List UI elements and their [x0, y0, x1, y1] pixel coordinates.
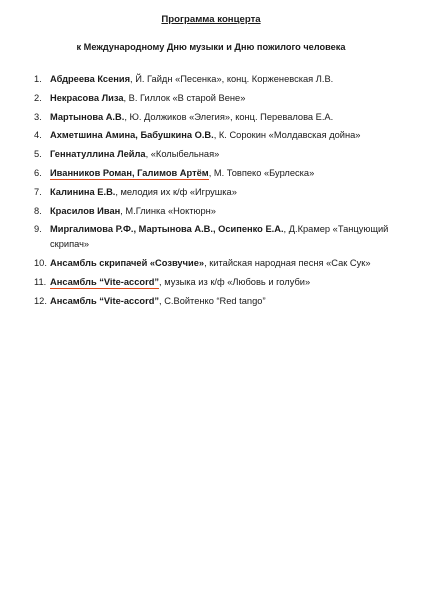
performer-name: Калинина Е.В.	[50, 186, 116, 197]
piece-info: , Ю. Должиков «Элегия», конц. Перевалова Е.А.	[124, 111, 334, 122]
performer-name: Мартынова А.В.	[50, 111, 125, 122]
piece-info: , «Колыбельная»	[145, 149, 220, 160]
piece-info: , китайская народная песня «Сак Сук»	[204, 258, 371, 269]
piece-info: , С.Войтенко “Red tango”	[159, 295, 266, 306]
list-item	[34, 72, 394, 87]
item-number: 6.	[34, 167, 42, 178]
list-item	[34, 128, 394, 143]
item-number: 11.	[34, 276, 47, 287]
list-item	[34, 275, 394, 290]
performer-name-underlined: Ансамбль “Vite-accord”	[50, 276, 160, 287]
piece-info: , М. Товпеко «Бурлеска»	[208, 167, 315, 178]
performer-name: Ансамбль “Vite-accord”	[50, 295, 160, 306]
list-item	[34, 166, 394, 181]
list-item	[34, 294, 394, 309]
piece-info: , мелодия их к/ф «Игрушка»	[115, 186, 237, 197]
list-item	[34, 222, 394, 252]
performer-name: Ахметшина Амина, Бабушкина О.В.	[50, 130, 214, 141]
list-item	[34, 147, 394, 162]
item-number: 5.	[34, 149, 42, 160]
piece-info: , В. Гиллок «В старой Вене»	[123, 92, 246, 103]
performer-name: Геннатуллина Лейла	[50, 149, 146, 160]
performer-name: Абдреева Ксения	[50, 74, 131, 84]
piece-info: , музыка из к/ф «Любовь и голуби»	[159, 276, 311, 287]
item-number: 3.	[34, 111, 42, 122]
item-number: 12.	[34, 295, 47, 306]
list-item	[34, 91, 394, 106]
item-number: 2.	[34, 92, 42, 103]
item-number: 9.	[34, 224, 42, 235]
performer-name: Некрасова Лиза	[50, 92, 124, 103]
performer-name: Красилов Иван	[50, 205, 121, 216]
list-item	[34, 256, 394, 271]
list-item	[34, 204, 394, 219]
piece-info: , К. Сорокин «Молдавская дойна»	[213, 130, 361, 141]
piece-info: , Д.Крамер «Танцующий скрипач»	[50, 224, 389, 250]
item-number: 7.	[34, 186, 42, 197]
performer-name-underlined: Иванников Роман, Галимов Артём	[50, 167, 209, 178]
item-number: 8.	[34, 205, 42, 216]
performer-name: Миргалимова Р.Ф., Мартынова А.В., Осипенко Е.А.	[50, 224, 284, 235]
performer-name: Ансамбль скрипачей «Созвучие»	[50, 258, 205, 269]
program-list	[34, 72, 394, 313]
document-subtitle: к Международному Дню музыки и Дню пожилого человека	[76, 42, 346, 52]
list-item	[34, 185, 394, 200]
piece-info: , М.Глинка «Ноктюрн»	[120, 205, 216, 216]
item-number: 1.	[34, 74, 42, 84]
item-number: 4.	[34, 130, 42, 141]
item-number: 10.	[34, 258, 47, 269]
document-title: Программа концерта	[161, 14, 261, 25]
list-item	[34, 110, 394, 125]
piece-info: , Й. Гайдн «Песенка», конц. Корженевская Л.В.	[130, 74, 334, 84]
